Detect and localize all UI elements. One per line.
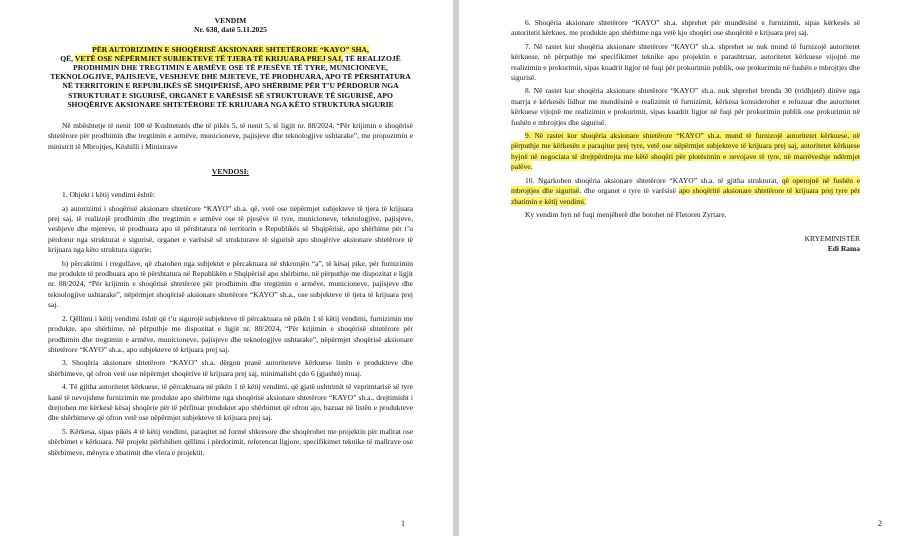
preamble: Në mbështetje të nenit 100 të Kushtetutës dhe të pikës 5, të nenit 5, të ligjit nr. 88/2024, “Për krijimin e shoqërisë shtetërore për prodhimin dhe tregtimin e armëve, municioneve, pajisjeve dhe teknologjive ushtarake”, me propozimin e ministrit të Mbrojtjes, Këshilli i Ministrave xyxy=(48,121,413,151)
article-1a: a) autorizimi i shoqërisë aksionare shtetërore “KAYO” sh.a. që, vetë ose nëpërmjet subjekteve të tjera të krijuara prej saj, të realizojë prodhimin dhe tregtimin e armëve ose të pjesëve të tyre, municioneve, teknologjive, pajisjeve, veshjeve dhe mjeteve, të prodhuara apo të përshtatura në territorin e Republikës së Shqipërisë, apo shërbime për t’u përdorur nga strukturat e sigurisë, organet e varësisë së strukturave të sigurisë apo shoqërive aksionare shtetërore të krijuara nga këto struktura sigurie; xyxy=(48,203,413,255)
article-6: 6. Shoqëria aksionare shtetërore “KAYO” sh.a. shprehet për mundësinë e furnizimit, sipas kërkesës së autoritetit kërkues, me produkte apo shërbime nga vetë kjo shoqëri ose shoqëritë e krijuara prej saj. xyxy=(511,18,860,38)
articles xyxy=(48,190,413,458)
article-3: 3. Shoqëria aksionare shtetërore “KAYO” sh.a. dërgon pranë autoriteteve kërkuese listën e produkteve dhe shërbimeve, që ofron vetë ose nëpërmjet shoqërive të krijuara prej saj, minimalisht çdo 6 (gjashtë) muaj. xyxy=(48,358,413,378)
page-number: 1 xyxy=(401,519,405,528)
decision-number: Nr. 638, datë 5.11.2025 xyxy=(194,25,267,35)
article-10-highlight-1: që operojnë në fushën e mbrojtjes dhe sigurisë xyxy=(511,175,860,196)
signature-name: Edi Rama xyxy=(827,244,860,254)
article-4: 4. Të gjitha autoritetet kërkuese, të përcaktuara në pikën 1 të këtij vendimi, që gjatë ushtrimit të veprimtarisë së tyre kanë të nevojshme furnizimin me produkte apo shërbime nga shoqërisë aksionare shtetërore “KAYO” sh.a., drejtimisht i drejtohen me kërkesë kësaj shoqërie për të përfituar produktet apo shërbimet që ofron ajo, bazuar në listën e produkteve dhe shërbimeve që ofron vetë ose nëpërmjet subjekteve të krijuara prej saj. xyxy=(48,382,413,423)
heading-highlight: VETË OSE NËPËRMJET SUBJEKTEVE TË TJERA TË KRIJUARA PREJ SAJ, xyxy=(74,53,344,63)
heading-part: QË, xyxy=(60,53,75,63)
article-9-highlight: 9. Në rastet kur shoqëria aksionare shtetërore “KAYO” sh.a. mund të furnizojë autoritetet kërkuese, në përputhje me kërkesën e paraqitur prej tyre, vetë ose nëpërmjet subjekteve të krijuara prej saj, autoritetet kërkuese hyjnë në negociata të drejtpërdrejta me këtë shoqëri për plotësimin e nevojave të tyre, në marrëveshje ndërmjet palëve. xyxy=(511,131,860,172)
article-10-part: 10. Ngarkohen shoqëria aksionare shtetërore “KAYO” sh.a. të gjitha strukturat, xyxy=(525,175,782,185)
heading-line-1: PËR AUTORIZIMIN E SHOQËRISË AKSIONARE SHTETËRORE “KAYO” SHA, xyxy=(92,44,369,54)
decision-heading xyxy=(48,45,413,109)
heading-rest: TË REALIZOJË PRODHIMIN DHE TREGTIMIN E ARMËVE OSE TË PJESËVE TË TYRE, MUNICIONEVE, TEKNOLOGJIVE, PAJISJEVE, VESHJEVE DHE MJETEVE, TË PRODHUARA, APO TË PËRSHTATURA NË TERRITORIN E REPUBLIKËS SË SHQIPËRISË, APO SHËRBIME PËR T’U PËRDORUR NGA STRUKTURAT E SIGURISË, ORGANET E VARËSISË SË STRUKTURAVE TË SIGURISË, APO SHOQËRIVE AKSIONARE SHTETËRORE TË KRIJUARA NGA KËTO STRUKTURA SIGURIE xyxy=(50,53,411,109)
decision-title: VENDIM xyxy=(214,16,247,25)
document-page-2 xyxy=(459,0,900,536)
article-10-highlight-2: apo shoqëritë aksionare shtetërore të krijuara prej tyre për zbatimin e këtij vendimi. xyxy=(511,186,860,206)
article-2: 2. Qëllimi i këtij vendimi është që t’u sigurojë subjekteve të përcaktuara në pikën 1 të këtij vendimi, furnizimin me produkte, apo shërbime, në përputhje me dispozitat e ligjit nr. 88/2024, “Për krijimin e shoqërisë shtetërore për prodhimin dhe tregtimin e armëve, municioneve, pajisjeve dhe teknologjive ushtarake”, nëpërmjet shoqërisë aksionare shtetërore “KAYO” sh.a., apo subjekteve të krijuara prej saj. xyxy=(48,313,413,354)
article-5: 5. Kërkesa, sipas pikës 4 të këtij vendimi, paraqitet në formë shkresore dhe shoqërohet me projektin për mallrat ose shërbimet e kërkuara. Në projekt përfshihen qëllimi i përdorimit, referencat ligjore, specifikimet teknike të mallrave ose shërbimeve, mënyra e zbatimit dhe vlera e projektit. xyxy=(48,426,413,457)
article-10-part-2: , dhe organet e tyre të varësisë xyxy=(579,186,679,196)
article-8: 8. Në rastet kur shoqëria aksionare shtetërore “KAYO” sh.a. nuk shprehet brenda 30 (tridhjetë) ditëve nga marrja e kërkesës lidhur me mundësinë e realizimit të furnizimit, kërkesa konsiderohet e refuzuar dhe autoritetet kërkuese vijojnë me realizimin e prokurimit, sipas kuadrit ligjor në fuqi për prokurimin publik ose prokurimin në fushën e mbrojtjes dhe sigurisë. xyxy=(511,86,860,127)
article-7: 7. Në rastet kur shoqëria aksionare shtetërore “KAYO” sh.a. shprehet se nuk mund të furnizojë autoritetet kërkuese, në përputhje me specifikimet teknike apo projektin e parashtruar, autoritetet kërkuese vijojnë me realizimin e prokurimit, sipas kuadrit ligjor në fuqi për prokurimin publik, ose prokurimin në fushën e mbrojtjes dhe sigurisë. xyxy=(511,41,860,83)
page-number: 2 xyxy=(878,519,882,528)
decides-heading: VENDOSI: xyxy=(211,167,250,177)
signature-block xyxy=(511,234,860,254)
entry-into-force: Ky vendim hyn në fuqi menjëherë dhe botohet në Fletoren Zyrtare. xyxy=(525,209,727,219)
article-1b: b) përcaktimi i rregullave, që zbatohen nga subjektet e përcaktuara në shkronjën “a”, të kësaj pike, për furnizimin me produkte të prodhuara apo të përshtatura në Republikën e Shqipërisë apo shërbime, në përputhje me dispozitat e ligjit nr. 88/2024, “Për krijimin e shoqërisë shtetërore për prodhimin dhe tregtimin e armëve, municioneve, pajisjeve dhe teknologjive ushtarake”, nëpërmjet shoqërisë aksionare shtetërore “KAYO” sh.a., ose subjekteve të tjera të krijuara prej saj. xyxy=(48,258,413,310)
article-10 xyxy=(511,176,860,207)
signature-title: KRYEMINISTËR xyxy=(804,234,860,244)
article-9 xyxy=(511,131,860,173)
article-1: 1. Objekt i këtij vendimi është: xyxy=(62,190,155,200)
